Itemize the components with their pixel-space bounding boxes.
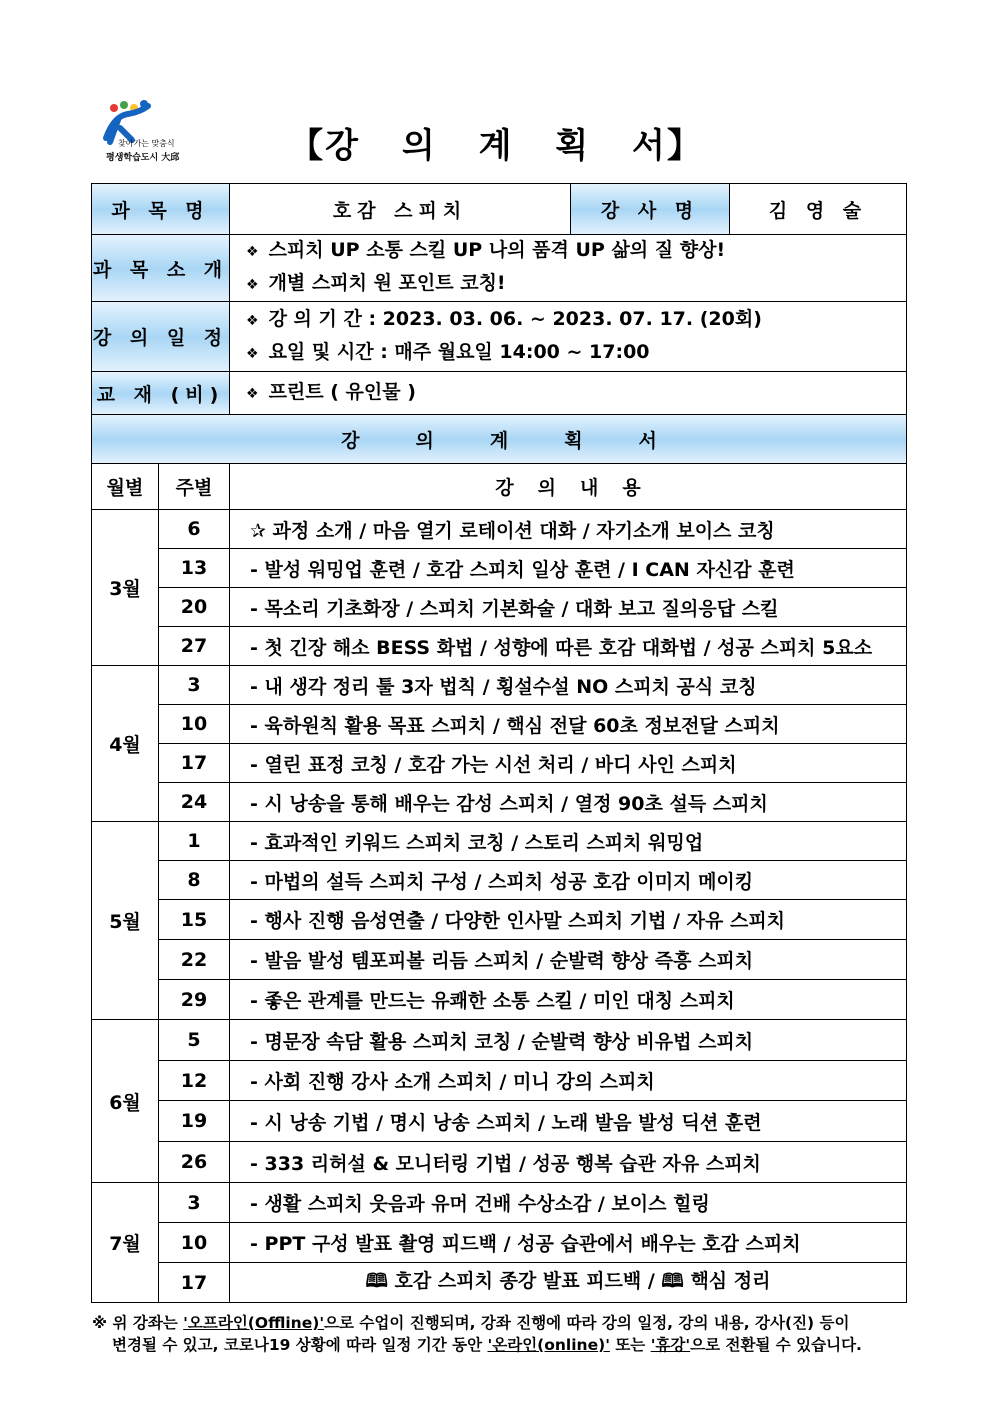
footnote-line-2: 변경될 수 있고, 코로나19 상황에 따라 일정 기간 동안 '온라인(online)' 또는 '휴강'으로 전환될 수 있습니다. <box>112 1336 862 1354</box>
content-cell: - PPT 구성 발표 촬영 피드백 / 성공 습관에서 배우는 호감 스피치 <box>230 1223 907 1263</box>
table-row <box>92 1020 907 1061</box>
content-cell: - 333 리허설 & 모니터링 기법 / 성공 행복 습관 자유 스피치 <box>230 1142 907 1183</box>
plan-section-title: 강 의 계 획 서 <box>92 415 907 464</box>
table-row <box>92 549 907 588</box>
month-cell: 5월 <box>92 822 159 1020</box>
col-content-header: 강 의 내 용 <box>230 464 907 510</box>
diamond-bullet-icon: ❖ <box>246 385 259 402</box>
table-row <box>92 627 907 666</box>
logo-tagline: 찾아가는 맞춤식 <box>118 139 175 148</box>
table-row <box>92 1223 907 1263</box>
table-row <box>92 861 907 900</box>
week-cell: 17 <box>159 744 230 783</box>
intro-line: ❖ 스피치 UP 소통 스킬 UP 나의 품격 UP 삶의 질 향상! <box>246 239 726 261</box>
week-cell: 26 <box>159 1142 230 1183</box>
content-cell: - 첫 긴장 해소 BESS 화법 / 성향에 따른 호감 대화법 / 성공 스피치 5요소 <box>230 627 907 666</box>
week-cell: 12 <box>159 1061 230 1101</box>
week-cell: 10 <box>159 705 230 744</box>
week-cell: 6 <box>159 510 230 549</box>
table-row <box>92 1061 907 1101</box>
table-row <box>92 588 907 627</box>
table-row <box>92 783 907 822</box>
content-cell: - 목소리 기초화장 / 스피치 기본화술 / 대화 보고 질의응답 스킬 <box>230 588 907 627</box>
table-row <box>92 705 907 744</box>
schedule-line: ❖ 강 의 기 간 : 2023. 03. 06. ~ 2023. 07. 17. (20회) <box>246 307 762 330</box>
week-cell: 17 <box>159 1263 230 1303</box>
content-cell: - 효과적인 키워드 스피치 코칭 / 스토리 스피치 워밍업 <box>230 822 907 861</box>
schedule-content <box>230 302 907 372</box>
footnote-line-1: ※ 위 강좌는 '오프라인(Offline)'으로 수업이 진행되며, 강좌 진행에 따라 강의 일정, 강의 내용, 강사(진) 등이 <box>92 1314 850 1332</box>
content-cell: 🕮 호감 스피치 종강 발표 피드백 / 🕮 핵심 정리 <box>230 1263 907 1303</box>
content-cell: - 좋은 관계를 만드는 유쾌한 소통 스킬 / 미인 대칭 스피치 <box>230 980 907 1020</box>
content-cell: - 마법의 설득 스피치 구성 / 스피치 성공 호감 이미지 메이킹 <box>230 861 907 900</box>
instructor-value: 김 영 술 <box>730 184 907 235</box>
month-cell: 7월 <box>92 1183 159 1303</box>
content-cell: - 육하원칙 활용 목표 스피치 / 핵심 전달 60초 정보전달 스피치 <box>230 705 907 744</box>
table-row <box>92 1142 907 1183</box>
intro-line: ❖ 개별 스피치 원 포인트 코칭! <box>246 272 506 294</box>
diamond-bullet-icon: ❖ <box>246 345 259 362</box>
table-row <box>92 666 907 705</box>
material-label: 교 재 (비) <box>92 372 230 415</box>
diamond-bullet-icon: ❖ <box>246 244 259 260</box>
week-cell: 22 <box>159 940 230 980</box>
col-week-header: 주별 <box>159 464 230 510</box>
table-row <box>92 1183 907 1223</box>
table-row <box>92 1263 907 1303</box>
content-cell: - 열린 표정 코칭 / 호감 가는 시선 처리 / 바디 사인 스피치 <box>230 744 907 783</box>
week-cell: 19 <box>159 1101 230 1142</box>
content-cell: - 발음 발성 템포피볼 리듬 스피치 / 순발력 향상 즉흥 스피치 <box>230 940 907 980</box>
material-content: ❖ 프린트 ( 유인물 ) <box>230 372 907 415</box>
diamond-bullet-icon: ❖ <box>246 277 259 293</box>
content-cell: - 발성 워밍업 훈련 / 호감 스피치 일상 훈련 / I CAN 자신감 훈련 <box>230 549 907 588</box>
table-row <box>92 744 907 783</box>
table-row <box>92 822 907 861</box>
logo-org: 평생학습도시 大邱 <box>106 153 180 163</box>
page-title: 【강 의 계 획 서】 <box>289 126 703 166</box>
content-cell: - 명문장 속담 활용 스피치 코칭 / 순발력 향상 비유법 스피치 <box>230 1020 907 1061</box>
subject-label: 과 목 명 <box>92 184 230 235</box>
week-cell: 8 <box>159 861 230 900</box>
week-cell: 15 <box>159 900 230 940</box>
table-row <box>92 1101 907 1142</box>
table-row <box>92 900 907 940</box>
week-cell: 27 <box>159 627 230 666</box>
week-cell: 20 <box>159 588 230 627</box>
week-cell: 24 <box>159 783 230 822</box>
intro-label: 과 목 소 개 <box>92 235 230 302</box>
week-cell: 3 <box>159 666 230 705</box>
week-cell: 13 <box>159 549 230 588</box>
week-cell: 5 <box>159 1020 230 1061</box>
schedule-label: 강 의 일 정 <box>92 302 230 372</box>
content-cell: - 시 낭송을 통해 배우는 감성 스피치 / 열정 90초 설득 스피치 <box>230 783 907 822</box>
footnote <box>92 1312 912 1356</box>
month-cell: 4월 <box>92 666 159 822</box>
content-cell: ✰ 과정 소개 / 마음 열기 로테이션 대화 / 자기소개 보이스 코칭 <box>230 510 907 549</box>
intro-content <box>230 235 907 302</box>
table-row <box>92 980 907 1020</box>
content-cell: - 내 생각 정리 툴 3자 법칙 / 횡설수설 NO 스피치 공식 코칭 <box>230 666 907 705</box>
content-cell: - 시 낭송 기법 / 명시 낭송 스피치 / 노래 발음 발성 딕션 훈련 <box>230 1101 907 1142</box>
schedule-line: ❖ 요일 및 시간 : 매주 월요일 14:00 ~ 17:00 <box>246 340 650 363</box>
content-cell: - 생활 스피치 웃음과 유머 건배 수상소감 / 보이스 힐링 <box>230 1183 907 1223</box>
instructor-label: 강 사 명 <box>571 184 730 235</box>
subject-value: 호감 스피치 <box>230 184 571 235</box>
col-month-header: 월별 <box>92 464 159 510</box>
content-cell: - 행사 진행 음성연출 / 다양한 인사말 스피치 기법 / 자유 스피치 <box>230 900 907 940</box>
week-cell: 1 <box>159 822 230 861</box>
content-cell: - 사회 진행 강사 소개 스피치 / 미니 강의 스피치 <box>230 1061 907 1101</box>
week-cell: 29 <box>159 980 230 1020</box>
table-row <box>92 940 907 980</box>
month-cell: 3월 <box>92 510 159 666</box>
diamond-bullet-icon: ❖ <box>246 312 259 329</box>
lecture-plan-table <box>91 183 907 1303</box>
week-cell: 10 <box>159 1223 230 1263</box>
month-cell: 6월 <box>92 1020 159 1183</box>
plan-rows <box>92 510 907 1303</box>
week-cell: 3 <box>159 1183 230 1223</box>
table-row <box>92 510 907 549</box>
